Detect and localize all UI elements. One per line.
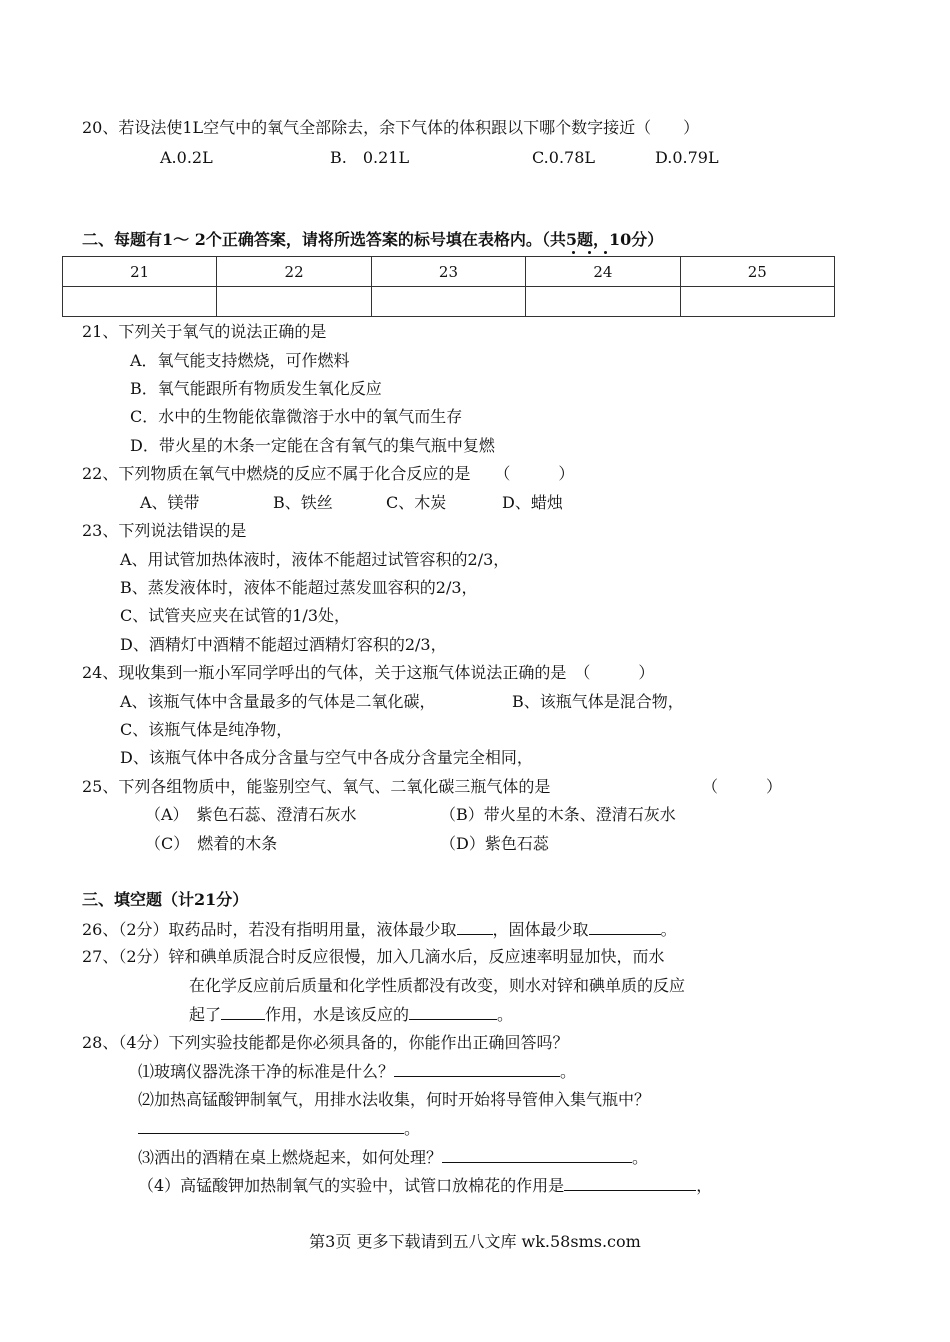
answer-header-22: 22: [217, 257, 371, 287]
q28-part2-text: ⑵加热高锰酸钾制氧气，用排水法收集，何时开始将导管伸入集气瓶中？: [138, 1090, 651, 1109]
answer-header-24: 24: [526, 257, 680, 287]
q20-stem: 20、若设法使1L空气中的氧气全部除去，余下气体的体积跟以下哪个数字接近（ ）: [82, 118, 700, 137]
q25-option-a: （A） 紫色石蕊、澄清石灰水: [145, 805, 357, 824]
q24-option-c: C、该瓶气体是纯净物，: [120, 720, 293, 739]
q27-line3-a: 起了: [189, 1005, 222, 1024]
q23-stem: 23、下列说法错误的是: [82, 521, 247, 540]
q28-part4-comma: ，: [696, 1176, 713, 1195]
q22-option-a: A、镁带: [140, 493, 200, 512]
q28-part3-text: ⑶洒出的酒精在桌上燃烧起来，如何处理？: [138, 1148, 443, 1167]
q25-option-c: （C） 燃着的木条: [145, 834, 278, 853]
q22-option-c: C、木炭: [386, 493, 447, 512]
q27-catalyst-blank[interactable]: [409, 1003, 497, 1020]
q28-part2-period: 。: [404, 1119, 421, 1138]
answer-table-input-row: [63, 287, 835, 317]
q22-option-b: B、铁丝: [273, 493, 333, 512]
q26-mid: ，固体最少取: [492, 920, 589, 939]
q28-stem: 28、（4分）下列实验技能都是你必须具备的，你能作出正确回答吗？: [82, 1033, 569, 1052]
q26-line: [82, 918, 677, 941]
q27-role-blank[interactable]: [221, 1003, 265, 1020]
answer-header-21: 21: [63, 257, 217, 287]
q28-part2-answer: [138, 1117, 420, 1140]
answer-table-header-row: [63, 257, 835, 287]
q23-option-d: D、酒精灯中酒精不能超过酒精灯容积的2/3，: [120, 635, 447, 654]
q23-option-a: A、用试管加热体液时，液体不能超过试管容积的2/3，: [120, 550, 510, 569]
answer-cell-25[interactable]: [680, 287, 834, 317]
q27-line2: 在化学反应前后质量和化学性质都没有改变，则水对锌和碘单质的反应: [189, 976, 686, 995]
q26-prefix: 26、（2分）取药品时，若没有指明用量，液体最少取: [82, 920, 457, 939]
page-footer: 第3页 更多下载请到五八文库 wk.58sms.com: [309, 1232, 641, 1251]
q25-option-b: （B）带火星的木条、澄清石灰水: [440, 805, 676, 824]
q20-option-b: B. 0.21L: [330, 148, 410, 167]
answer-table: [62, 256, 835, 317]
q25-answer-paren: （ ）: [702, 777, 783, 796]
q21-stem: 21、下列关于氧气的说法正确的是: [82, 322, 327, 341]
answer-cell-21[interactable]: [63, 287, 217, 317]
q28-part1-period: 。: [560, 1062, 577, 1081]
q27-line3: [189, 1003, 513, 1026]
q28-part3: [138, 1146, 648, 1169]
emphasis-dot: [572, 251, 575, 254]
q22-option-d: D、蜡烛: [502, 493, 563, 512]
q28-part4: [138, 1174, 712, 1197]
q23-option-b: B、蒸发液体时，液体不能超过蒸发皿容积的2/3，: [120, 578, 478, 597]
answer-cell-24[interactable]: [526, 287, 680, 317]
q20-option-c: C.0.78L: [532, 148, 596, 167]
q28-part1: [138, 1060, 576, 1083]
q28-part4-text: （4）高锰酸钾加热制氧气的实验中，试管口放棉花的作用是: [138, 1176, 565, 1195]
q24-option-a: A、该瓶气体中含量最多的气体是二氧化碳，: [120, 692, 436, 711]
q27-line3-b: 作用，水是该反应的: [265, 1005, 410, 1024]
q28-part3-period: 。: [632, 1148, 649, 1167]
q24-stem: 24、现收集到一瓶小军同学呼出的气体，关于这瓶气体说法正确的是 （ ）: [82, 663, 655, 682]
q28-part2-blank[interactable]: [138, 1117, 404, 1134]
q20-option-a: A.0.2L: [160, 148, 213, 167]
answer-cell-23[interactable]: [371, 287, 525, 317]
answer-header-23: 23: [371, 257, 525, 287]
q25-option-d: （D）紫色石蕊: [440, 834, 549, 853]
answer-cell-22[interactable]: [217, 287, 371, 317]
section2-title: 二、每题有1～ 2个正确答案，请将所选答案的标号填在表格内。（共5题，10分）: [82, 230, 664, 249]
section3-title: 三、填空题（计21分）: [82, 890, 249, 909]
q28-part4-blank[interactable]: [564, 1174, 696, 1191]
q22-stem: 22、下列物质在氧气中燃烧的反应不属于化合反应的是 （ ）: [82, 464, 575, 483]
q26-solid-blank[interactable]: [589, 918, 661, 935]
q21-option-a: A．氧气能支持燃烧，可作燃料: [130, 351, 350, 370]
emphasis-dot: [604, 251, 607, 254]
q25-stem: 25、下列各组物质中，能鉴别空气、氧气、二氧化碳三瓶气体的是: [82, 777, 551, 796]
q28-part3-blank[interactable]: [442, 1146, 632, 1163]
q24-option-b: B、该瓶气体是混合物，: [512, 692, 684, 711]
q24-option-d: D、该瓶气体中各成分含量与空气中各成分含量完全相同，: [120, 748, 533, 767]
q21-option-b: B．氧气能跟所有物质发生氧化反应: [130, 379, 382, 398]
q23-option-c: C、试管夹应夹在试管的1/3处，: [120, 606, 350, 625]
q28-part1-text: ⑴玻璃仪器洗涤干净的标准是什么？: [138, 1062, 395, 1081]
q27-line3-c: 。: [497, 1005, 514, 1024]
emphasis-dot: [588, 251, 591, 254]
answer-header-25: 25: [680, 257, 834, 287]
q21-option-d: D．带火星的木条一定能在含有氧气的集气瓶中复燃: [130, 436, 495, 455]
q27-line1: 27、（2分）锌和碘单质混合时反应很慢，加入几滴水后，反应速率明显加快，而水: [82, 947, 665, 966]
q28-part1-blank[interactable]: [394, 1060, 560, 1077]
q26-suffix: 。: [660, 920, 677, 939]
q21-option-c: C．水中的生物能依靠微溶于水中的氧气而生存: [130, 407, 463, 426]
q20-option-d: D.0.79L: [655, 148, 719, 167]
q26-liquid-blank[interactable]: [457, 918, 493, 935]
